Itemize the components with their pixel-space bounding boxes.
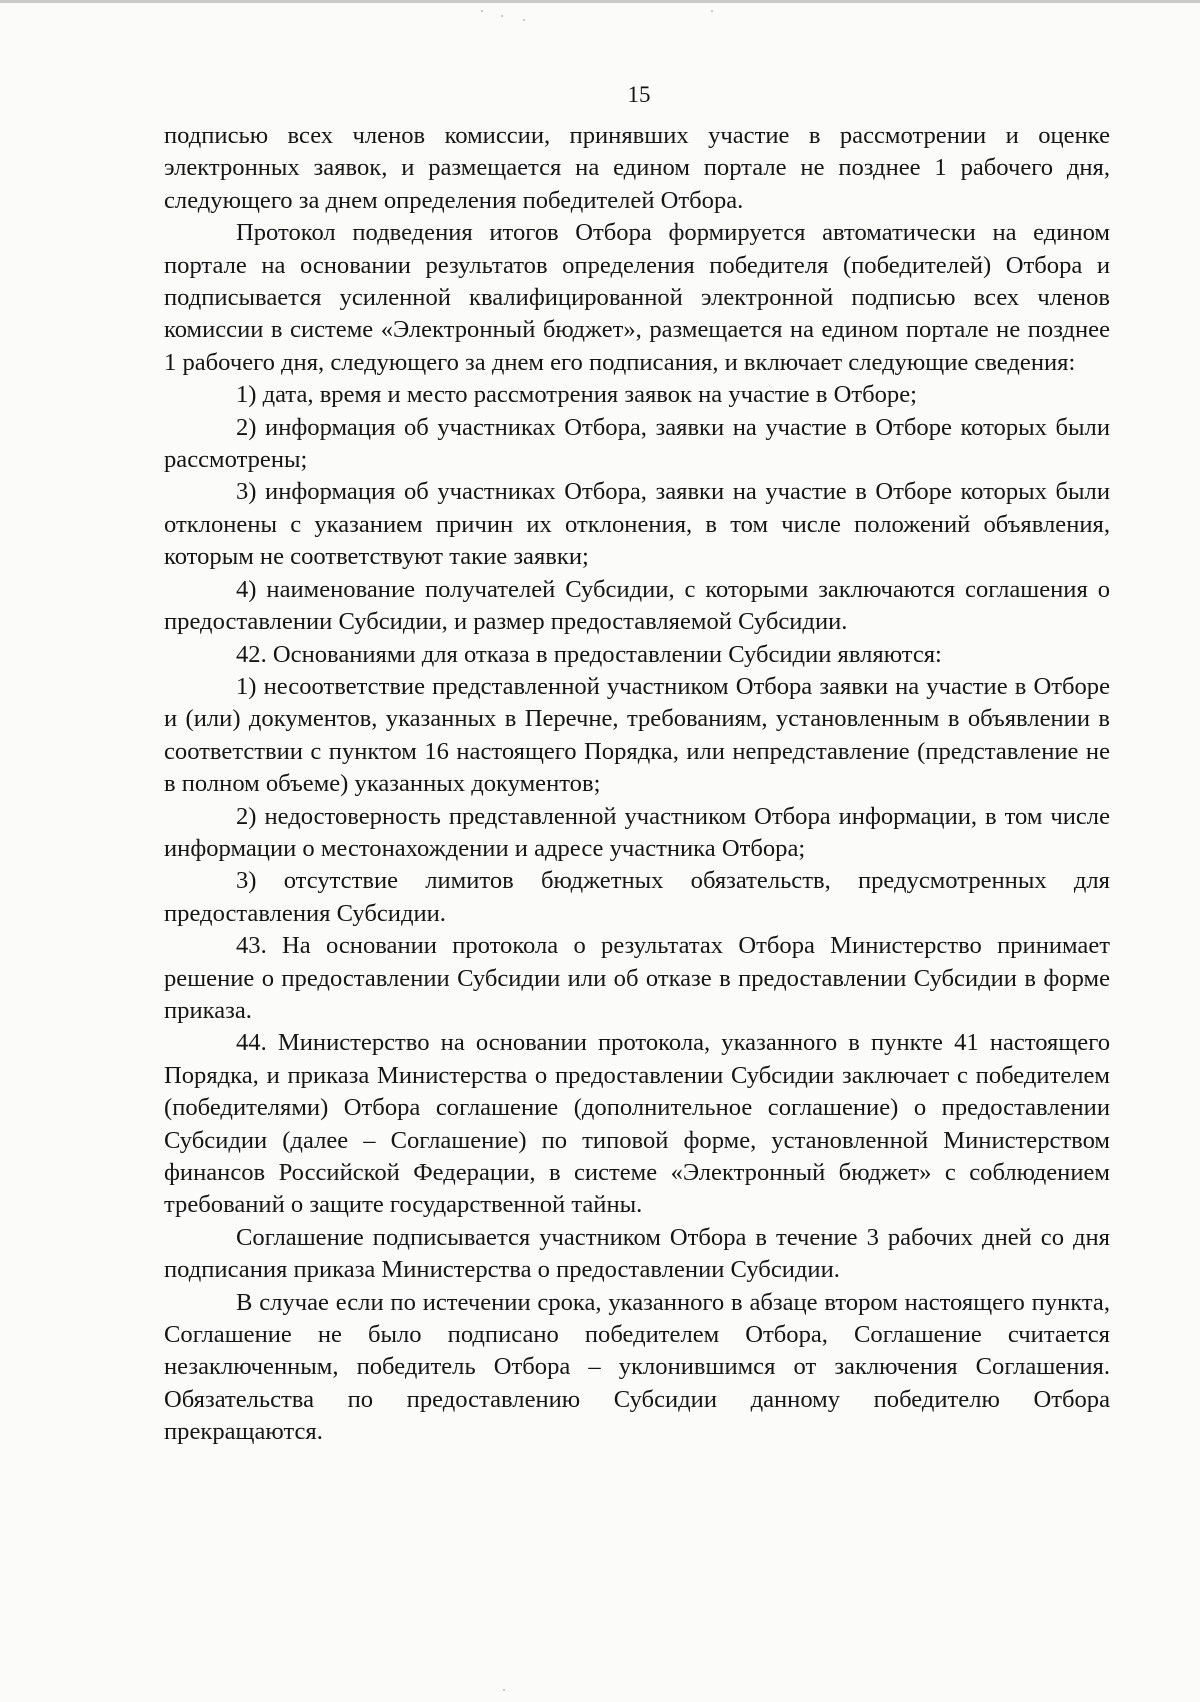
paragraph: 43. На основании протокола о результатах Отбора Министерство принимает решение о предоставлении Субсидии или об отказе в предоставлении Субсидии в форме приказа.: [164, 932, 1110, 1024]
scan-speck: [501, 15, 503, 17]
paragraph: подписью всех членов комиссии, принявших участие в рассмотрении и оценке электронных заявок, и размещается на едином портале не позднее 1 рабочего дня, следующего за днем определения победителей Отбора.: [164, 122, 1110, 214]
paragraph: 44. Министерство на основании протокола, указанного в пункте 41 настоящего Порядка, и приказа Министерства о предоставлении Субсидии заключает с победителем (победителями) Отбора соглашение (дополнительное соглашение) о предоставлении Субсидии (далее – Соглашение) по типовой форме, установленной Министерством финансов Российской Федерации, в системе «Электронный бюджет» с соблюдением требований о защите государственной тайны.: [164, 1029, 1110, 1219]
paragraph: 3) информация об участниках Отбора, заявки на участие в Отборе которых были отклонены с указанием причин их отклонения, в том числе положений объявления, которым не соответствуют такие заявки;: [164, 478, 1110, 571]
paragraph: 1) дата, время и место рассмотрения заявок на участие в Отборе;: [236, 381, 917, 409]
paragraph: 1) несоответствие представленной участником Отбора заявки на участие в Отборе и (или) документов, указанных в Перечне, требованиям, установленным в объявлении в соответствии с пунктом 16 настоящего Порядка, или непредставление (представление не в полном объеме) указанных документов;: [164, 672, 1110, 798]
paragraph: 2) недостоверность представленной участником Отбора информации, в том числе информации о местонахождении и адресе участника Отбора;: [164, 802, 1110, 862]
scan-speck: [711, 10, 713, 12]
page-number: 15: [627, 82, 651, 107]
scan-edge: [0, 0, 1200, 3]
scan-speck: [481, 10, 483, 12]
body-text: [164, 120, 1110, 1449]
paragraph: 4) наименование получателей Субсидии, с которыми заключаются соглашения о предоставлении Субсидии, и размер предоставляемой Субсидии.: [164, 575, 1110, 636]
scan-speck: [503, 1689, 505, 1691]
paragraph: 2) информация об участниках Отбора, заявки на участие в Отборе которых были рассмотрены;: [164, 413, 1110, 474]
paragraph: 42. Основаниями для отказа в предоставлении Субсидии являются:: [236, 640, 942, 668]
paragraph: В случае если по истечении срока, указанного в абзаце втором настоящего пункта, Соглашение не было подписано победителем Отбора, Соглашение считается незаключенным, победитель Отбора – уклонившимся от заключения Соглашения. Обязательства по предоставлению Субсидии данному победителю Отбора прекращаются.: [164, 1288, 1110, 1446]
scan-speck: [523, 19, 525, 21]
paragraph: Протокол подведения итогов Отбора формируется автоматически на едином портале на основании результатов определения победителя (победителей) Отбора и подписывается усиленной квалифицированной электронной подписью всех членов комиссии в системе «Электронный бюджет», размещается на едином портале не позднее 1 рабочего дня, следующего за днем его подписания, и включает следующие сведения:: [164, 219, 1110, 376]
paragraph: Соглашение подписывается участником Отбора в течение 3 рабочих дней со дня подписания приказа Министерства о предоставлении Субсидии.: [164, 1223, 1110, 1284]
paragraph: 3) отсутствие лимитов бюджетных обязательств, предусмотренных для предоставления Субсидии.: [164, 867, 1110, 927]
